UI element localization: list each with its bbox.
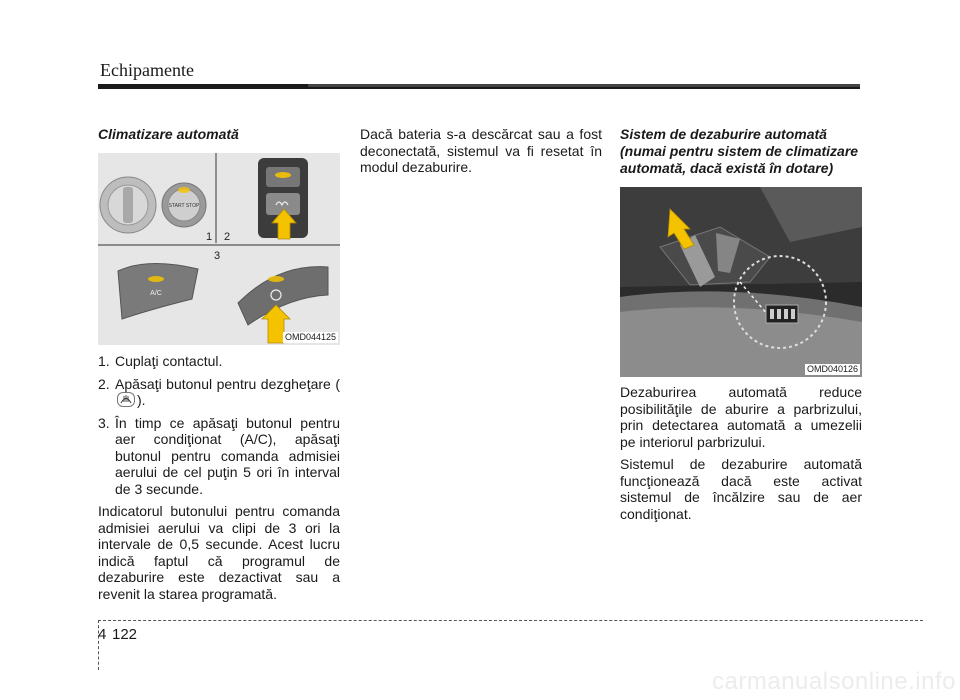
column-1 — [98, 126, 340, 608]
list-item — [98, 353, 340, 370]
step-number: 2. — [98, 375, 110, 392]
figure-code: OMD040126 — [806, 364, 858, 374]
header-rule — [98, 84, 860, 89]
steps-list — [98, 353, 340, 497]
list-item — [98, 415, 340, 498]
ac-text: A/C — [150, 290, 162, 297]
step-text-after: ). — [137, 392, 146, 408]
step-text: Cuplaţi contactul. — [115, 353, 223, 369]
page-number: 122 — [112, 626, 138, 643]
figure-defog-sensor — [620, 187, 862, 377]
column-3 — [620, 126, 862, 528]
figure-label-3: 3 — [214, 250, 221, 262]
defrost-icon — [117, 392, 135, 407]
step-text-before: Apăsaţi butonul pentru dezgheţare ( — [115, 375, 340, 392]
list-item — [98, 376, 340, 409]
defog-sensor-illustration — [620, 187, 862, 377]
chapter-number: 4 — [98, 626, 107, 643]
running-header: Echipamente — [100, 60, 194, 80]
watermark: carmanualsonline.info — [712, 668, 956, 695]
start-stop-text: START STOP — [168, 203, 200, 209]
footer-rule — [98, 620, 923, 621]
figure-label-2: 2 — [224, 231, 231, 243]
figure-climate-controls — [98, 153, 340, 345]
body-paragraph: Dezaburirea automată reduce posibilităţile de aburire a parbrizului, prin detectarea automată a umezelii pe interiorul parbrizului. — [620, 384, 862, 450]
figure-code: OMD044125 — [284, 332, 336, 342]
step-text: În timp ce apăsaţi butonul pentru aer condiţionat (A/C), apăsaţi butonul pentru comanda admisiei aerului de cel puţin 5 ori în interval de 3 secunde. — [115, 414, 340, 497]
climate-controls-illustration — [98, 153, 340, 345]
section-heading-auto-defog: Sistem de dezaburire automată (numai pentru sistem de climatizare automată, dacă există în dotare) — [620, 126, 859, 176]
section-heading-auto-climate: Climatizare automată — [98, 126, 239, 142]
step-number: 3. — [98, 414, 110, 431]
column-2 — [360, 126, 602, 182]
figure-label-1: 1 — [206, 231, 213, 243]
body-paragraph: Dacă bateria s-a descărcat sau a fost deconectată, sistemul va fi resetat în modul dezaburire. — [360, 126, 602, 175]
body-paragraph: Indicatorul butonului pentru comanda admisiei aerului va clipi de 3 ori la intervale de 0,5 secunde. Acest lucru indică faptul că programul de dezaburire este dezactivat sau a revenit la starea programată. — [98, 503, 340, 602]
body-paragraph: Sistemul de dezaburire automată funcţionează dacă este activat sistemul de încălzire sau de aer condiţionat. — [620, 456, 862, 522]
step-number: 1. — [98, 353, 110, 369]
